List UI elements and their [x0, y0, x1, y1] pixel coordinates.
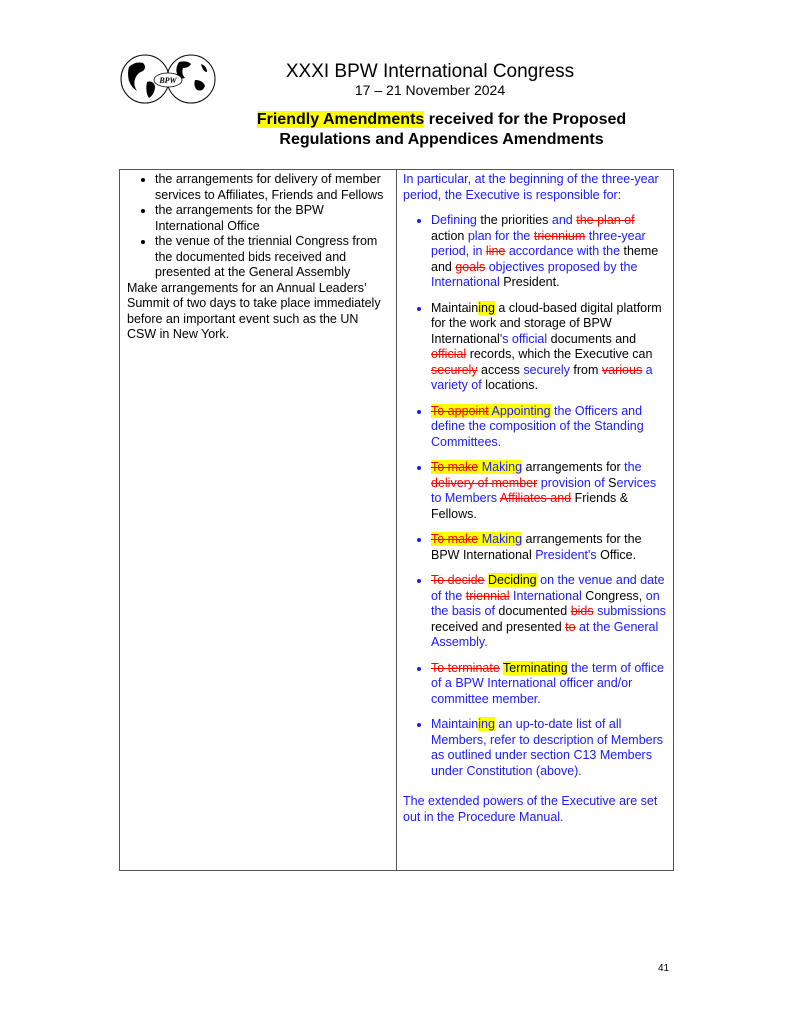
amendments-table [119, 169, 674, 871]
original-bullet-list [127, 172, 390, 281]
subtitle-highlight: Friendly Amendments [256, 111, 425, 128]
amended-text-cell [397, 170, 674, 871]
list-item: • Defining the priorities and the plan of action plan for the triennium three-year period, in line accordance with the theme and goals objectives proposed by the International President. [431, 213, 667, 291]
list-item: • To terminate Terminating the term of office of a BPW International officer and/or committee member. [431, 661, 667, 708]
amended-bullet-list [403, 213, 667, 779]
document-title: XXXI BPW International Congress [285, 61, 575, 82]
document-subtitle [46, 110, 791, 150]
list-item: • To appoint Appointing the Officers and define the composition of the Standing Committees. [431, 404, 667, 451]
subtitle-line2: Regulations and Appendices Amendments [279, 131, 604, 148]
list-item: • the arrangements for delivery of member services to Affiliates, Friends and Fellows [155, 172, 390, 203]
subtitle-rest: received for the Proposed [424, 111, 627, 128]
list-item: • To decide Deciding on the venue and date of the triennial International Congress, on the basis of documented bids submissions received and presented to at the General Assembly. [431, 573, 667, 651]
list-item: • Maintaining a cloud-based digital platform for the work and storage of BPW International's official documents and official records, which the Executive can securely access securely from various a variety of locations. [431, 301, 667, 394]
original-text-cell [120, 170, 397, 871]
list-item: • To make Making arrangements for the delivery of member provision of Services to Members Affiliates and Friends & Fellows. [431, 460, 667, 522]
congress-dates: 17 – 21 November 2024 [354, 82, 506, 98]
page-number: 41 [658, 963, 670, 974]
amended-intro: In particular, at the beginning of the three-year period, the Executive is responsible for: [403, 172, 659, 202]
amended-outro: The extended powers of the Executive are set out in the Procedure Manual. [403, 794, 658, 824]
original-paragraph: Make arrangements for an Annual Leaders’ Summit of two days to take place immediately before an important event such as the UN CSW in New York. [127, 280, 381, 341]
logo-text: BPW [159, 76, 177, 85]
list-item: • Maintaining an up-to-date list of all Members, refer to description of Members as outlined under section C13 Members under Constitution (above). [431, 717, 667, 779]
list-item: • the arrangements for the BPW International Office [155, 203, 390, 234]
list-item: • To make Making arrangements for the BPW International President's Office. [431, 532, 667, 563]
list-item: • the venue of the triennial Congress from the documented bids received and presented at the General Assembly [155, 234, 390, 281]
